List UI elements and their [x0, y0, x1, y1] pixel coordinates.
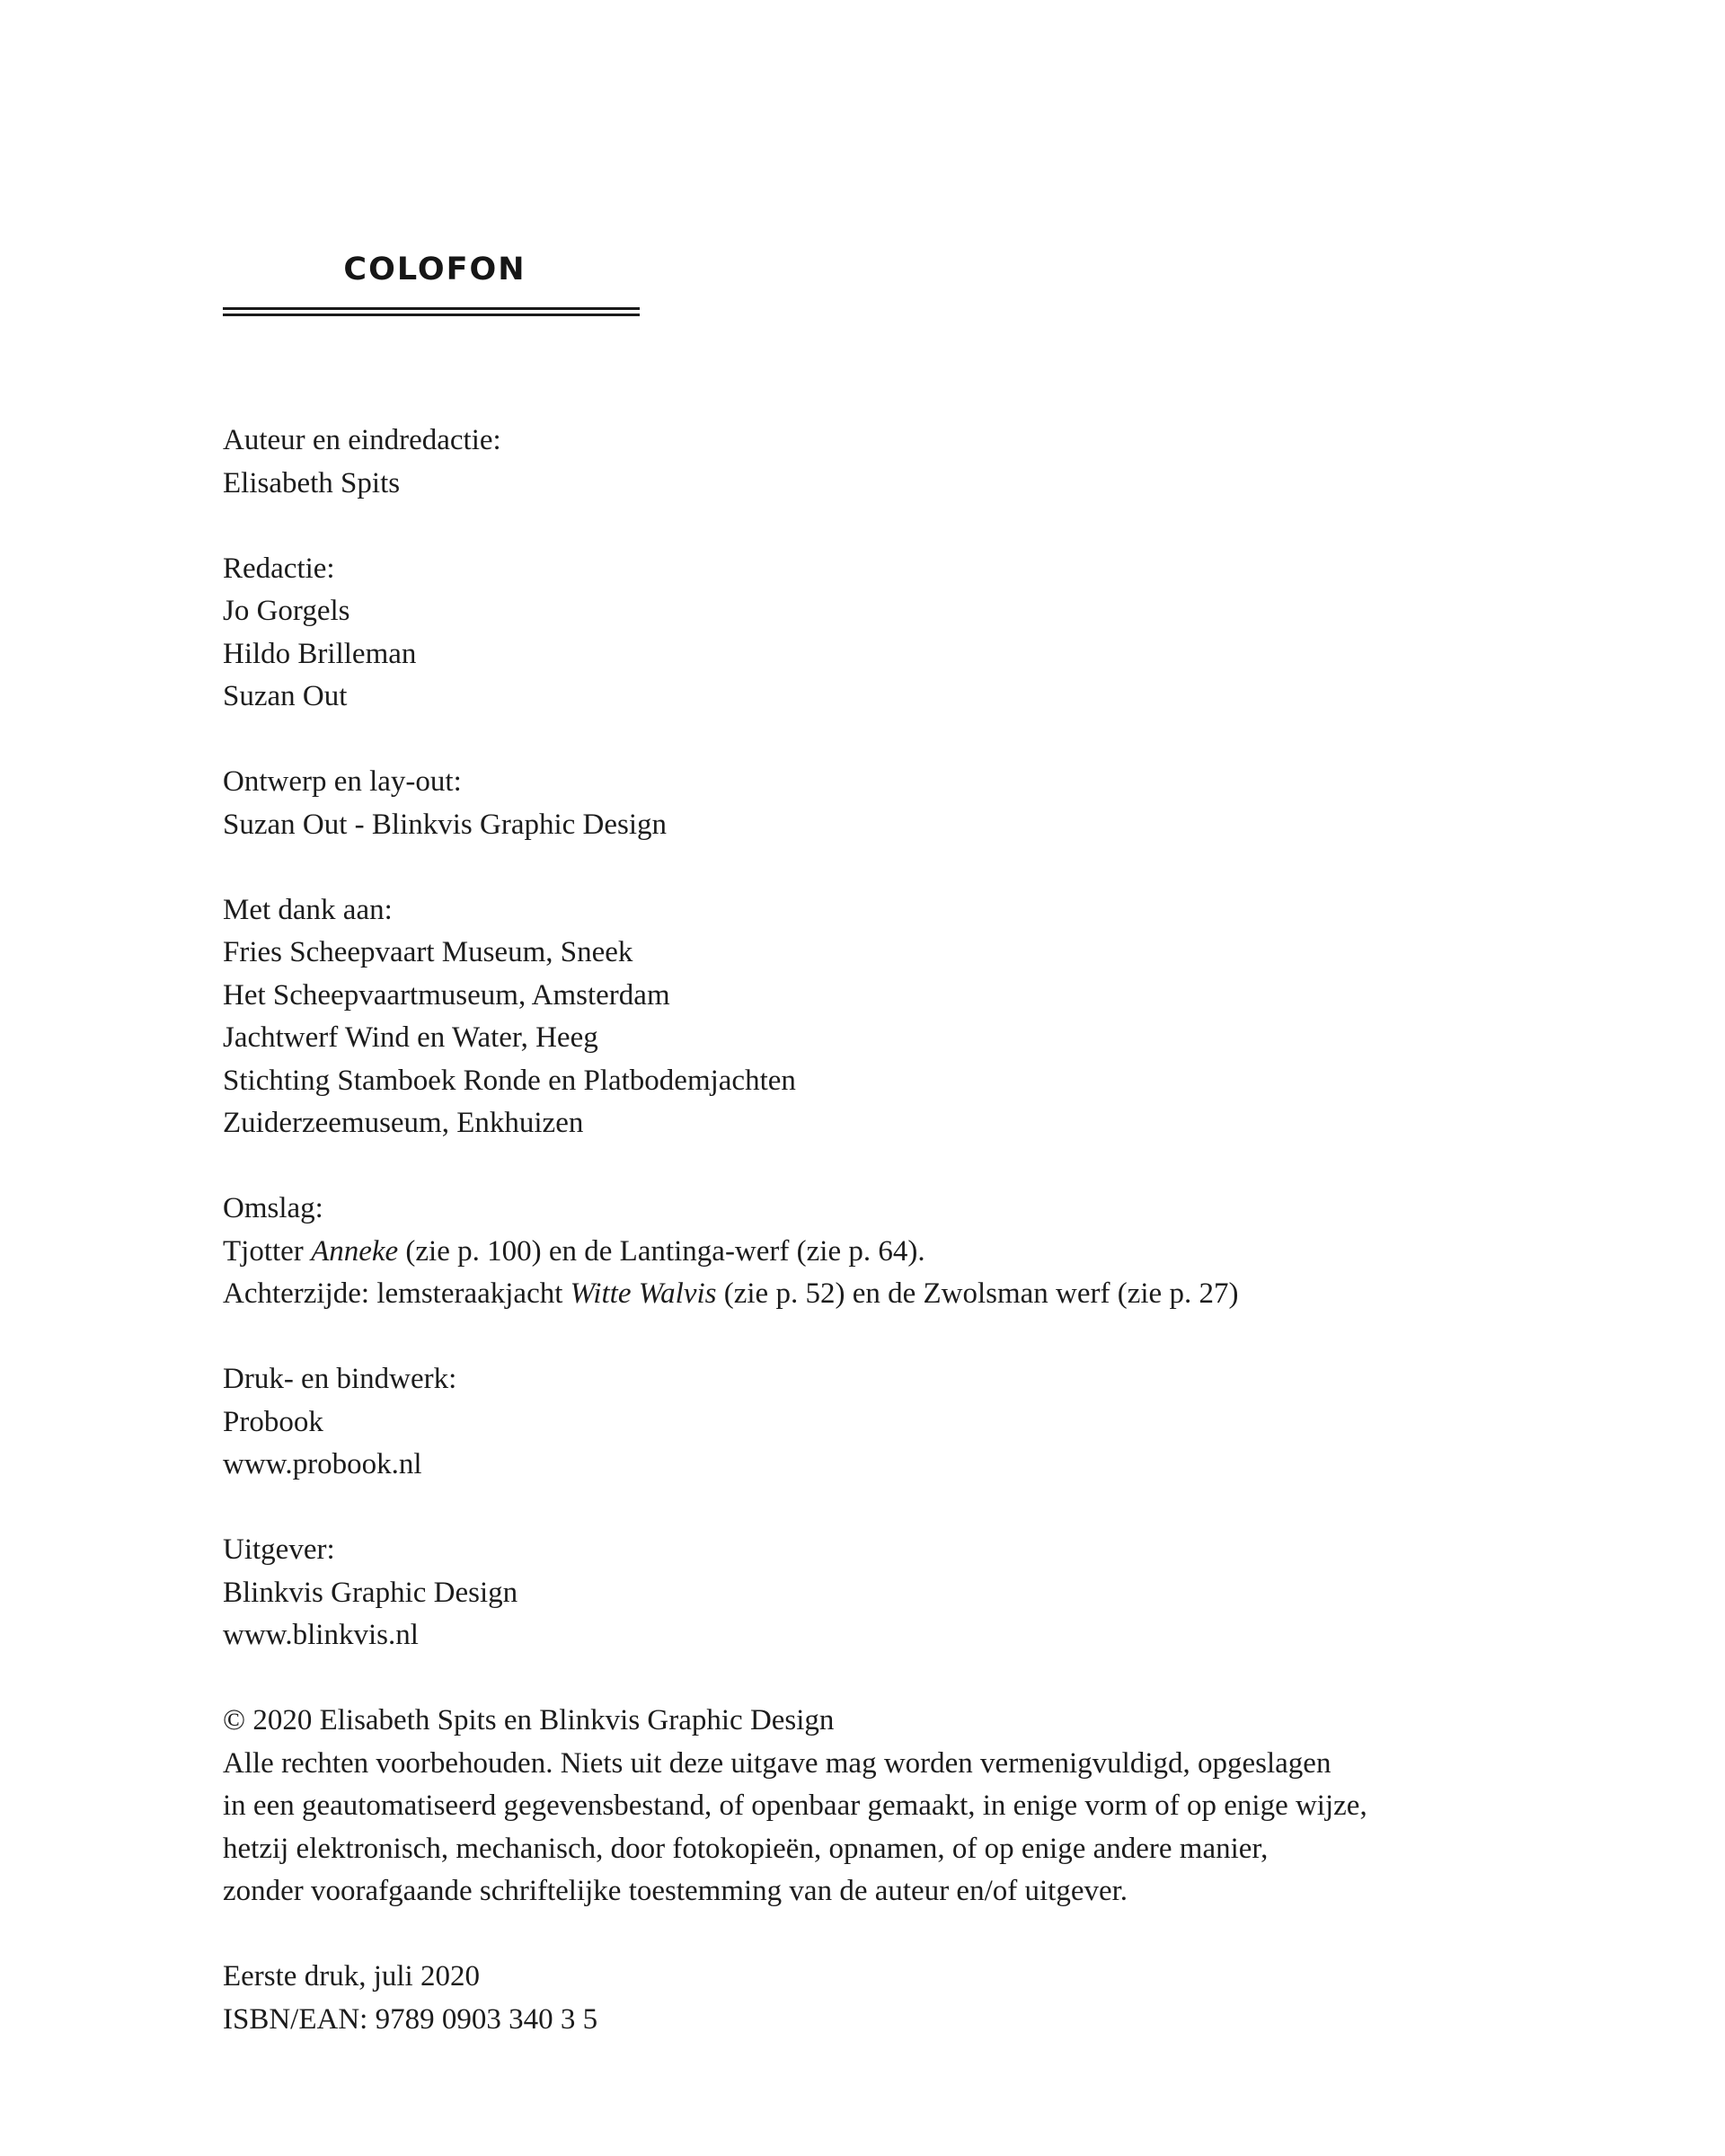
- publisher-name: Blinkvis Graphic Design: [223, 1576, 518, 1609]
- printing-label: Druk- en bindwerk:: [223, 1363, 457, 1395]
- design-name: Suzan Out - Blinkvis Graphic Design: [223, 808, 668, 841]
- cover-front-line: [223, 1231, 1570, 1274]
- editors-label: Redactie:: [223, 552, 335, 585]
- rights-text-line: hetzij elektronisch, mechanisch, door fotokopieën, opnamen, of op enige andere manier,: [223, 1832, 1269, 1865]
- copyright-line: © 2020 Elisabeth Spits en Blinkvis Graphic Design: [223, 1704, 835, 1736]
- rights-text-line: Alle rechten voorbehouden. Niets uit deze uitgave mag worden vermenigvuldigd, opgeslagen: [223, 1746, 1331, 1780]
- printing-section: [223, 1358, 1570, 1487]
- editor-name: Suzan Out: [223, 680, 348, 712]
- printing-url: www.probook.nl: [223, 1448, 422, 1480]
- editors-section: [223, 548, 1570, 719]
- title-rule-top: [223, 307, 640, 310]
- edition-section: [223, 1956, 1570, 2041]
- editor-name: Jo Gorgels: [223, 595, 350, 627]
- cover-front-boat-name: Anneke: [311, 1234, 399, 1268]
- editor-name: Hildo Brilleman: [223, 637, 417, 670]
- thanks-item: Het Scheepvaartmuseum, Amsterdam: [223, 978, 670, 1012]
- cover-label: Omslag:: [223, 1192, 323, 1224]
- thanks-item: Zuiderzeemuseum, Enkhuizen: [223, 1107, 584, 1139]
- rights-text-line: zonder voorafgaande schriftelijke toestemming van de auteur en/of uitgever.: [223, 1875, 1128, 1907]
- design-label: Ontwerp en lay-out:: [223, 765, 462, 798]
- design-section: [223, 761, 1570, 846]
- author-label: Auteur en eindredactie:: [223, 424, 501, 456]
- thanks-item: Stichting Stamboek Ronde en Platbodemjachten: [223, 1064, 796, 1097]
- title-rule-bottom: [223, 314, 640, 316]
- cover-back-line: [223, 1273, 1570, 1316]
- publisher-label: Uitgever:: [223, 1533, 335, 1566]
- page-title: COLOFON: [343, 252, 526, 287]
- publisher-section: [223, 1529, 1570, 1657]
- author-name: Elisabeth Spits: [223, 466, 401, 499]
- printing-name: Probook: [223, 1405, 323, 1438]
- first-print: Eerste druk, juli 2020: [223, 1960, 480, 1993]
- copyright-section: [223, 1700, 1570, 1913]
- thanks-label: Met dank aan:: [223, 893, 393, 926]
- cover-back-boat-name: Witte Walvis: [570, 1277, 717, 1310]
- cover-front-pre: Tjotter: [223, 1234, 312, 1268]
- cover-front-post: (zie p. 100) en de Lantinga-werf (zie p. 64).: [398, 1234, 925, 1268]
- publisher-url: www.blinkvis.nl: [223, 1619, 419, 1651]
- author-section: [223, 420, 1570, 505]
- colofon-content: [223, 420, 1570, 2084]
- cover-back-post: (zie p. 52) en de Zwolsman werf (zie p. 27): [716, 1277, 1239, 1310]
- thanks-item: Fries Scheepvaart Museum, Sneek: [223, 936, 633, 968]
- thanks-section: [223, 889, 1570, 1145]
- thanks-item: Jachtwerf Wind en Water, Heeg: [223, 1021, 598, 1054]
- cover-section: [223, 1188, 1570, 1316]
- rights-text-line: in een geautomatiseerd gegevensbestand, of openbaar gemaakt, in enige vorm of op enige wijze,: [223, 1789, 1367, 1822]
- cover-back-pre: Achterzijde: lemsteraakjacht: [223, 1277, 571, 1310]
- isbn: ISBN/EAN: 9789 0903 340 3 5: [223, 2002, 598, 2036]
